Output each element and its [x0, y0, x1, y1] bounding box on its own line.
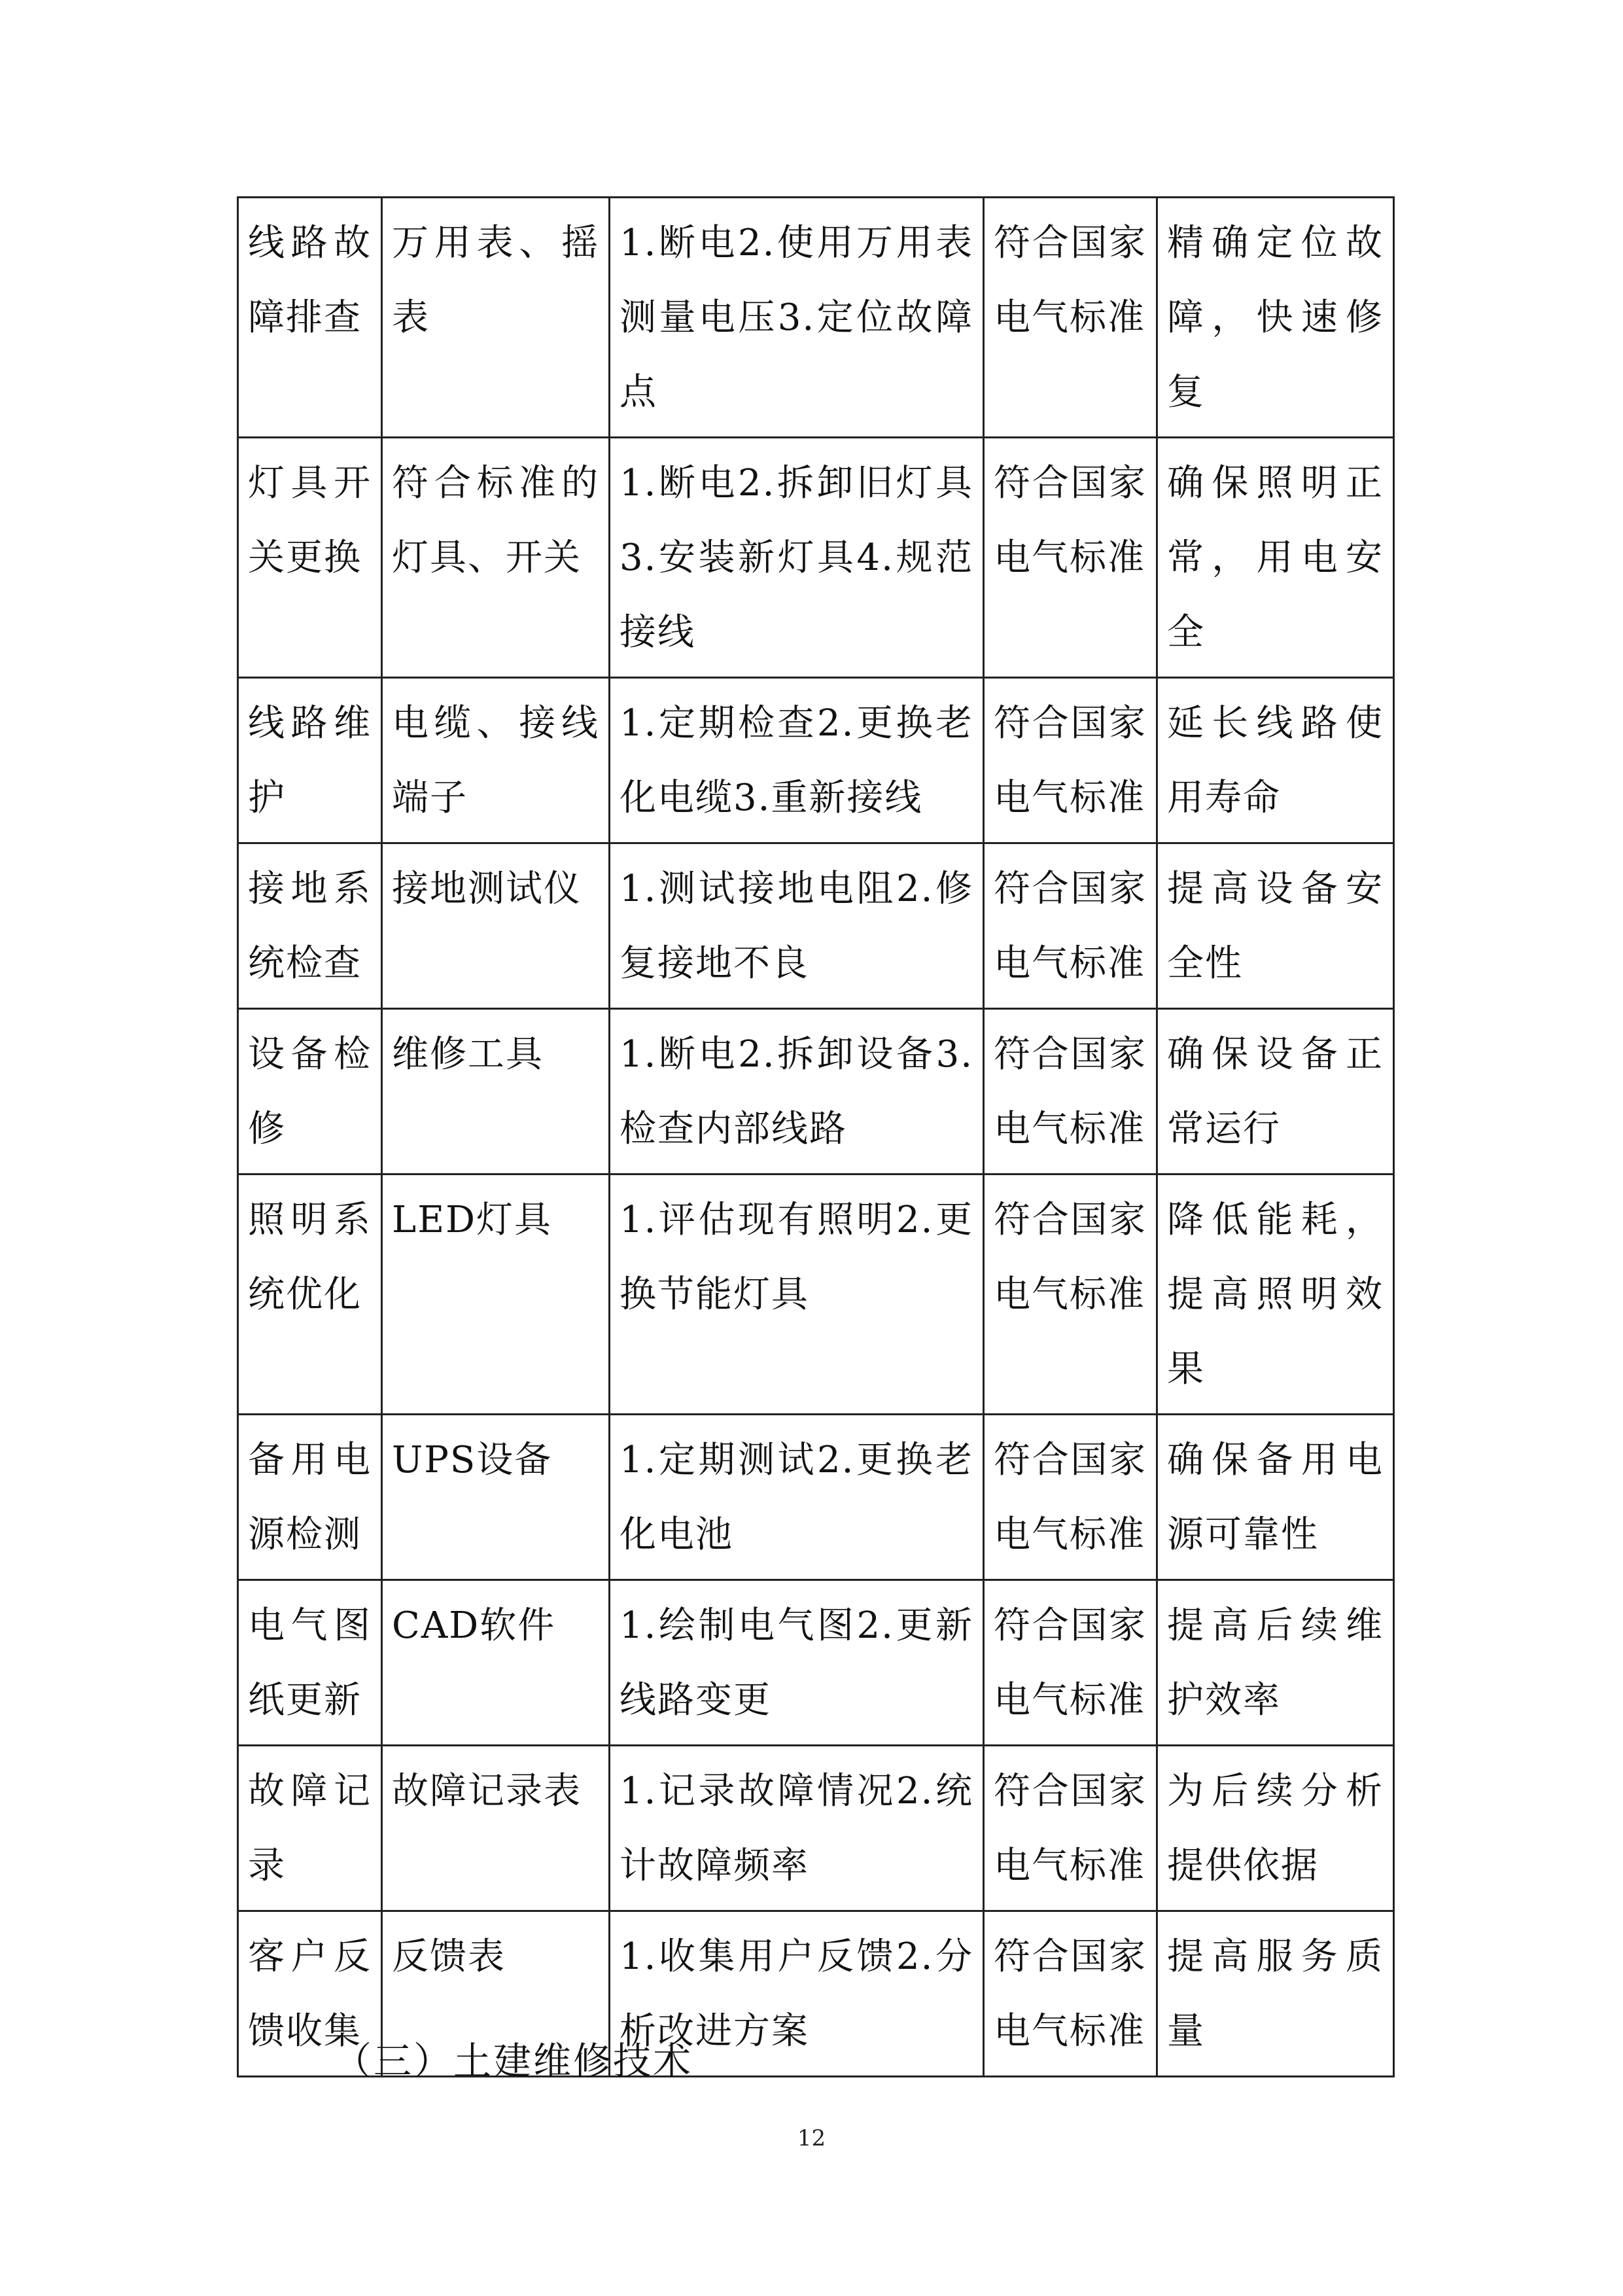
table-row — [238, 1746, 1394, 1911]
steps-cell: 1.记录故障情况2.统计故障频率 — [610, 1746, 984, 1911]
steps-cell: 1.定期检查2.更换老化电缆3.重新接线 — [610, 678, 984, 843]
standard-cell: 符合国家电气标准 — [984, 1009, 1157, 1174]
task-cell: 设备检修 — [238, 1009, 382, 1174]
goal-cell: 提高设备安全性 — [1157, 843, 1394, 1009]
goal-cell: 精确定位故障，快速修复 — [1157, 198, 1394, 438]
standard-cell: 符合国家电气标准 — [984, 198, 1157, 438]
task-cell: 照明系统优化 — [238, 1174, 382, 1415]
tools-cell: 故障记录表 — [382, 1746, 610, 1911]
steps-cell: 1.收集用户反馈2.分析改进方案 — [610, 1911, 984, 2077]
steps-cell: 1.断电2.拆卸设备3.检查内部线路 — [610, 1009, 984, 1174]
tools-cell: 万用表、摇表 — [382, 198, 610, 438]
section-heading: （三）土建维修技术 — [334, 2039, 693, 2083]
tools-cell: 电缆、接线端子 — [382, 678, 610, 843]
tools-cell: 反馈表 — [382, 1911, 610, 2077]
goal-cell: 确保照明正常，用电安全 — [1157, 438, 1394, 678]
task-cell: 线路维护 — [238, 678, 382, 843]
table-row — [238, 1009, 1394, 1174]
table-row — [238, 438, 1394, 678]
tools-cell: 符合标准的灯具、开关 — [382, 438, 610, 678]
goal-cell: 降低能耗，提高照明效果 — [1157, 1174, 1394, 1415]
standard-cell: 符合国家电气标准 — [984, 438, 1157, 678]
table-row — [238, 1174, 1394, 1415]
task-cell: 备用电源检测 — [238, 1415, 382, 1580]
task-cell: 线路故障排查 — [238, 198, 382, 438]
steps-cell: 1.断电2.使用万用表测量电压3.定位故障点 — [610, 198, 984, 438]
steps-cell: 1.测试接地电阻2.修复接地不良 — [610, 843, 984, 1009]
task-cell: 灯具开关更换 — [238, 438, 382, 678]
goal-cell: 延长线路使用寿命 — [1157, 678, 1394, 843]
steps-cell: 1.定期测试2.更换老化电池 — [610, 1415, 984, 1580]
steps-cell: 1.评估现有照明2.更换节能灯具 — [610, 1174, 984, 1415]
goal-cell: 提高后续维护效率 — [1157, 1580, 1394, 1746]
standard-cell: 符合国家电气标准 — [984, 1580, 1157, 1746]
standard-cell: 符合国家电气标准 — [984, 1174, 1157, 1415]
standard-cell: 符合国家电气标准 — [984, 843, 1157, 1009]
standard-cell: 符合国家电气标准 — [984, 1746, 1157, 1911]
goal-cell: 确保设备正常运行 — [1157, 1009, 1394, 1174]
standard-cell: 符合国家电气标准 — [984, 1911, 1157, 2077]
standard-cell: 符合国家电气标准 — [984, 1415, 1157, 1580]
table-row — [238, 198, 1394, 438]
steps-cell: 1.绘制电气图2.更新线路变更 — [610, 1580, 984, 1746]
steps-cell: 1.断电2.拆卸旧灯具3.安装新灯具4.规范接线 — [610, 438, 984, 678]
table-row — [238, 1580, 1394, 1746]
table-row — [238, 678, 1394, 843]
tools-cell: 接地测试仪 — [382, 843, 610, 1009]
tools-cell: UPS设备 — [382, 1415, 610, 1580]
goal-cell: 提高服务质量 — [1157, 1911, 1394, 2077]
tools-cell: LED灯具 — [382, 1174, 610, 1415]
goal-cell: 为后续分析提供依据 — [1157, 1746, 1394, 1911]
task-cell: 接地系统检查 — [238, 843, 382, 1009]
table-row — [238, 843, 1394, 1009]
maintenance-table — [237, 196, 1395, 2077]
table-row — [238, 1415, 1394, 1580]
tools-cell: 维修工具 — [382, 1009, 610, 1174]
task-cell: 客户反馈收集 — [238, 1911, 382, 2077]
task-cell: 电气图纸更新 — [238, 1580, 382, 1746]
tools-cell: CAD软件 — [382, 1580, 610, 1746]
task-cell: 故障记录 — [238, 1746, 382, 1911]
standard-cell: 符合国家电气标准 — [984, 678, 1157, 843]
goal-cell: 确保备用电源可靠性 — [1157, 1415, 1394, 1580]
page-number: 12 — [797, 2125, 826, 2151]
